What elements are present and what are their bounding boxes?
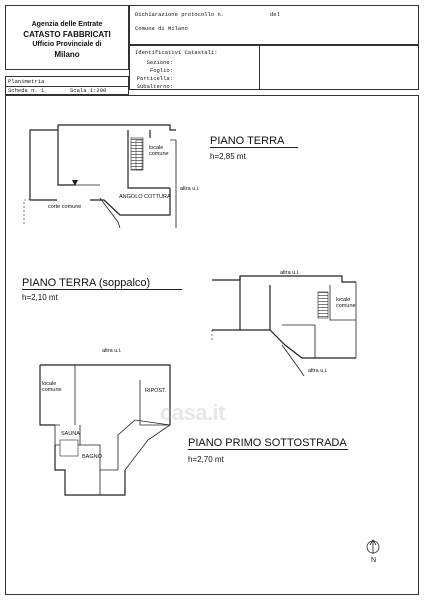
label-locale-comune-pt: locale comune [149, 145, 169, 157]
sottostrada-height: h=2,70 mt [188, 455, 224, 464]
subalterno-label: Subalterno: [136, 83, 173, 90]
sottostrada-underline [188, 449, 348, 450]
agency-name: Agenzia delle Entrate [31, 21, 103, 28]
label-ripostiglio: RIPOST. [145, 388, 167, 394]
stair-piano-terra [131, 138, 143, 170]
soppalco-title: PIANO TERRA (soppalco) [22, 277, 151, 289]
label-cortile-pt: corte comune [48, 204, 82, 210]
scala-label: Scala 1:200 [70, 87, 107, 94]
planimetria-label: Planimetria [8, 78, 45, 85]
sottostrada-title: PIANO PRIMO SOTTOSTRADA [188, 437, 347, 449]
piano-terra-height: h=2,85 mt [210, 152, 246, 161]
catasto-title: CATASTO FABBRICATI [23, 30, 111, 39]
piano-terra-title: PIANO TERRA [210, 135, 285, 147]
label-angolo-cottura: ANGOLO COTTURA [119, 194, 171, 200]
foglio-label: Foglio: [149, 67, 173, 74]
label-altra-ui-sp2: altra u.i. [308, 368, 328, 374]
del-label: del [270, 11, 280, 18]
label-altra-ui-sp: altra u.i. [280, 270, 300, 276]
identificativi-label: Identificativi Catastali: [135, 49, 218, 56]
soppalco-underline [22, 289, 182, 290]
comune-label: Comune di Milano [135, 25, 188, 32]
particella-label: Particella: [136, 75, 173, 82]
label-bagno: BAGNO [82, 454, 102, 460]
stair-soppalco [318, 292, 328, 318]
sezione-label: Sezione: [146, 59, 173, 66]
soppalco-height: h=2,10 mt [22, 293, 58, 302]
north-label: N [371, 557, 377, 564]
sauna-block [60, 440, 78, 456]
dichiarazione-label: Dichiarazione protocollo n. [135, 11, 225, 18]
plan-piano-terra [24, 125, 176, 228]
scheda-label: Scheda n. 1 [8, 87, 45, 94]
label-altra-ui-pt: altra u.i. [180, 186, 200, 192]
ufficio-city: Milano [54, 50, 80, 59]
ufficio-label: Ufficio Provinciale di [32, 41, 102, 48]
label-sauna: SAUNA [61, 431, 80, 437]
watermark: casa.it [160, 400, 225, 425]
north-arrow-icon [367, 540, 379, 554]
label-locale-comune-ss: locale comune [42, 381, 62, 393]
label-locale-comune-sp: locale comune [336, 297, 356, 309]
piano-terra-underline [210, 147, 298, 148]
plan-soppalco [212, 276, 356, 376]
label-altra-ui-ss: altra u.i. [102, 348, 122, 354]
